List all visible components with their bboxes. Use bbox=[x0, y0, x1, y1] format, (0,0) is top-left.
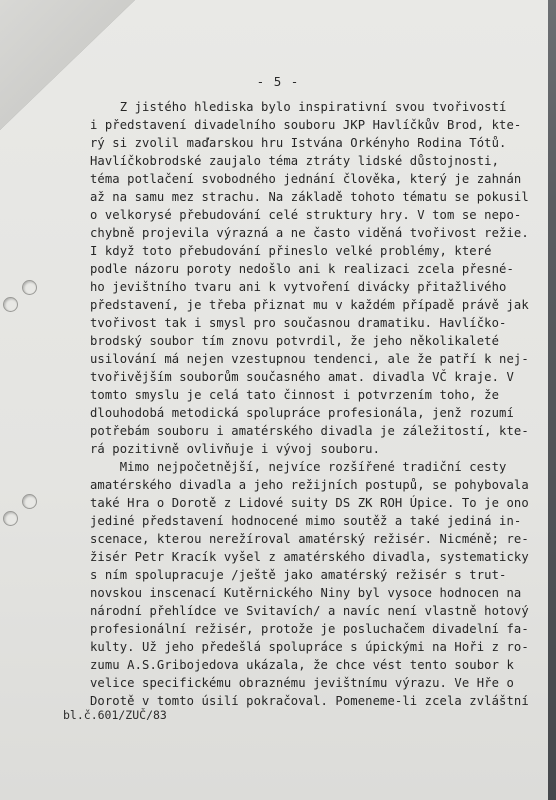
text-line: potřebám souboru i amatérského divadla je záležitostí, kte- bbox=[90, 424, 529, 438]
text-line: podle názoru poroty nedošlo ani k realizaci zcela přesné- bbox=[90, 262, 514, 276]
punch-hole bbox=[3, 297, 18, 312]
text-line: národní přehlídce ve Svitavích/ a navíc není vlastně hotový bbox=[90, 604, 529, 618]
text-line: žisér Petr Kracík vyšel z amatérského divadla, systematicky bbox=[90, 550, 529, 564]
text-line: tvořivějším souborům současného amat. divadla VČ kraje. V bbox=[90, 370, 514, 384]
punch-hole bbox=[22, 280, 37, 295]
text-line: jediné představení hodnocené mimo soutěž a také jediná in- bbox=[90, 514, 522, 528]
text-line: Havlíčkobrodské zaujalo téma ztráty lidské důstojnosti, bbox=[90, 154, 500, 168]
text-line: dlouhodobá metodická spolupráce profesionála, jenž rozumí bbox=[90, 406, 514, 420]
text-line: Dorotě v tomto úsilí pokračoval. Pomeneme-li zcela zvláštní bbox=[90, 694, 529, 708]
text-line: scenace, kterou nerežíroval amatérský režisér. Nicméně; re- bbox=[90, 532, 529, 546]
text-line: Z jistého hlediska bylo inspirativní svou tvořivostí bbox=[90, 100, 507, 114]
text-line: profesionální režisér, protože je posluchačem divadelní fa- bbox=[90, 622, 529, 636]
text-line: I když toto přebudování přineslo velké problémy, které bbox=[90, 244, 492, 258]
page-number: - 5 - bbox=[256, 74, 300, 89]
text-line: Mimo nejpočetnější, nejvíce rozšířené tradiční cesty bbox=[90, 460, 507, 474]
text-line: také Hra o Dorotě z Lidové suity DS ZK ROH Úpice. To je ono bbox=[90, 496, 529, 510]
text-line: novskou inscenací Kutěrnického Niny byl vysoce hodnocen na bbox=[90, 586, 522, 600]
punch-hole bbox=[3, 511, 18, 526]
text-line: až na samu mez strachu. Na základě tohoto tématu se pokusil bbox=[90, 190, 529, 204]
text-line: tomto smyslu je celá tato činnost i potvrzením toho, že bbox=[90, 388, 500, 402]
text-line: představení, je třeba přiznat mu v každém případě právě jak bbox=[90, 298, 529, 312]
text-line: ho jevištního tvaru ani k vytvoření divácky přitažlivého bbox=[90, 280, 507, 294]
text-line: téma potlačení svobodného jednání člověka, který je zahnán bbox=[90, 172, 522, 186]
text-line: zumu A.S.Gribojedova ukázala, že chce vést tento soubor k bbox=[90, 658, 514, 672]
text-line: velice specifickému obraznému jevištnímu výrazu. Ve Hře o bbox=[90, 676, 514, 690]
text-line: chybně projevila výrazná a ne často viděná tvořivost režie. bbox=[90, 226, 529, 240]
text-line: brodský soubor tím znovu potvrdil, že jeho několikaleté bbox=[90, 334, 500, 348]
text-line: rá pozitivně ovlivňuje i vývoj souboru. bbox=[90, 442, 381, 456]
text-line: s ním spolupracuje /ještě jako amatérský režisér s trut- bbox=[90, 568, 507, 582]
text-line: kulty. Už jeho předešlá spolupráce s úpickými na Hoři z ro- bbox=[90, 640, 529, 654]
text-line: amatérského divadla a jeho režijních postupů, se pohybovala bbox=[90, 478, 529, 492]
punch-hole bbox=[22, 494, 37, 509]
document-reference: bl.č.601/ZUČ/83 bbox=[63, 708, 167, 722]
text-line: o velkorysé přebudování celé struktury hry. V tom se nepo- bbox=[90, 208, 522, 222]
text-line: usilování má nejen vzestupnou tendenci, ale že patří k nej- bbox=[90, 352, 529, 366]
text-line: rý si zvolil maďarskou hru Istvána Orkényho Rodina Tótů. bbox=[90, 136, 507, 150]
text-line: i představení divadelního souboru JKP Havlíčkův Brod, kte- bbox=[90, 118, 522, 132]
text-line: tvořivost tak i smysl pro současnou dramatiku. Havlíčko- bbox=[90, 316, 507, 330]
